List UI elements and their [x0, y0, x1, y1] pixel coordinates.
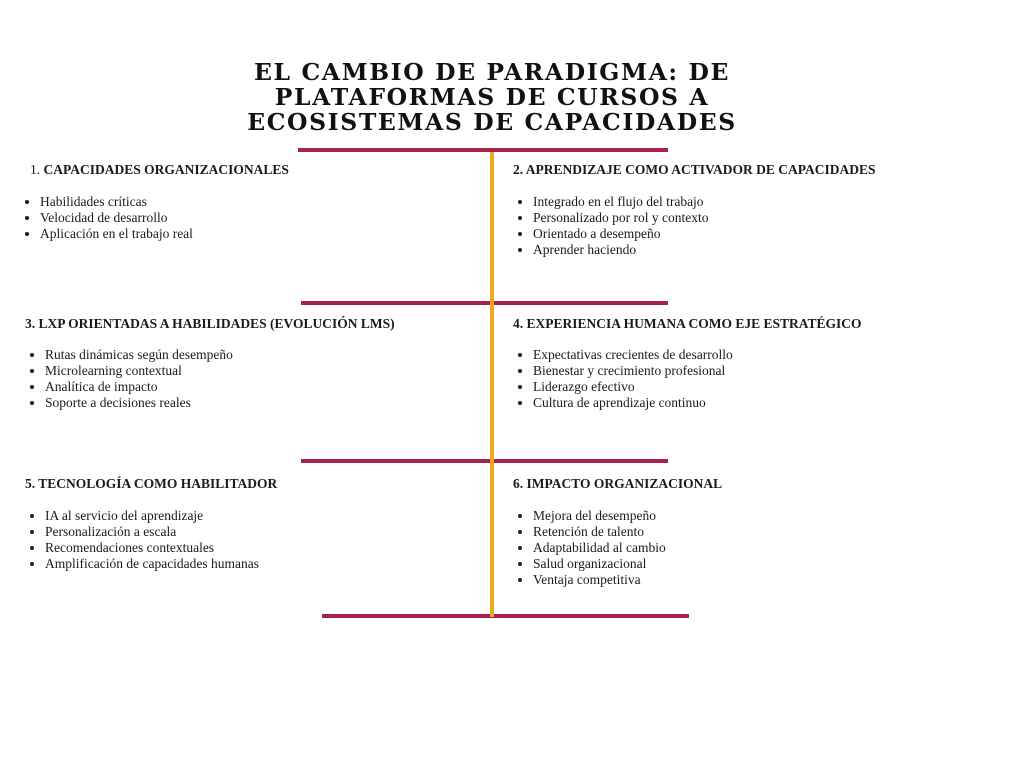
section-3-title: LXP ORIENTADAS A HABILIDADES (EVOLUCIÓN LMS) [38, 316, 395, 331]
section-1-number: 1. [30, 162, 41, 177]
list-item: Cultura de aprendizaje continuo [533, 395, 733, 411]
divider-top [298, 148, 668, 152]
list-item: Bienestar y crecimiento profesional [533, 363, 733, 379]
section-2-list [533, 194, 708, 258]
section-5-number: 5. [25, 476, 36, 491]
page-title [232, 60, 752, 135]
title-line-2: PLATAFORMAS DE CURSOS A [274, 83, 710, 111]
list-item: Velocidad de desarrollo [40, 210, 193, 226]
list-item: Retención de talento [533, 524, 666, 540]
section-5-heading [25, 476, 277, 492]
section-3-number: 3. [25, 316, 36, 331]
section-1-list [40, 194, 193, 242]
list-item: Habilidades críticas [40, 194, 193, 210]
section-2-number: 2. [513, 162, 524, 177]
list-item: Salud organizacional [533, 556, 666, 572]
section-4-number: 4. [513, 316, 524, 331]
list-item: Orientado a desempeño [533, 226, 708, 242]
section-4-heading [513, 316, 862, 332]
list-item: Rutas dinámicas según desempeño [45, 347, 233, 362]
divider-bottom [322, 614, 689, 618]
list-item: Adaptabilidad al cambio [533, 540, 666, 555]
section-6-list [533, 508, 666, 588]
section-1-title: CAPACIDADES ORGANIZACIONALES [43, 162, 289, 177]
section-1-heading [30, 162, 289, 178]
list-item: Liderazgo efectivo [533, 379, 733, 395]
list-item: Aprender haciendo [533, 242, 708, 258]
list-item: Personalización a escala [45, 524, 259, 540]
list-item: Aplicación en el trabajo real [40, 226, 193, 241]
divider-lower-middle [301, 459, 668, 463]
section-5-title: TECNOLOGÍA COMO HABILITADOR [38, 476, 278, 491]
list-item: Ventaja competitiva [533, 572, 666, 588]
list-item: Personalizado por rol y contexto [533, 210, 709, 225]
section-3-list [45, 347, 233, 411]
list-item: Analítica de impacto [45, 379, 233, 395]
section-2-heading [513, 162, 876, 178]
title-line-1: EL CAMBIO DE PARADIGMA: DE [254, 58, 730, 86]
section-4-title: EXPERIENCIA HUMANA COMO EJE ESTRATÉGICO [526, 316, 862, 331]
section-4-list [533, 347, 733, 411]
vertical-spine [490, 152, 494, 617]
list-item: Microlearning contextual [45, 363, 233, 379]
list-item: Soporte a decisiones reales [45, 395, 233, 411]
section-6-title: IMPACTO ORGANIZACIONAL [526, 476, 723, 491]
section-5-list [45, 508, 259, 572]
section-3-heading [25, 316, 395, 332]
list-item: Expectativas crecientes de desarrollo [533, 347, 733, 362]
list-item: IA al servicio del aprendizaje [45, 508, 259, 524]
list-item: Recomendaciones contextuales [45, 540, 259, 556]
divider-upper-middle [301, 301, 668, 305]
section-6-number: 6. [513, 476, 524, 491]
list-item: Amplificación de capacidades humanas [45, 556, 260, 571]
section-2-title: APRENDIZAJE COMO ACTIVADOR DE CAPACIDADES [525, 162, 876, 177]
section-6-heading [513, 476, 722, 492]
list-item: Mejora del desempeño [533, 508, 666, 524]
title-line-3: ECOSISTEMAS DE CAPACIDADES [247, 108, 737, 136]
list-item: Integrado en el flujo del trabajo [533, 194, 708, 210]
